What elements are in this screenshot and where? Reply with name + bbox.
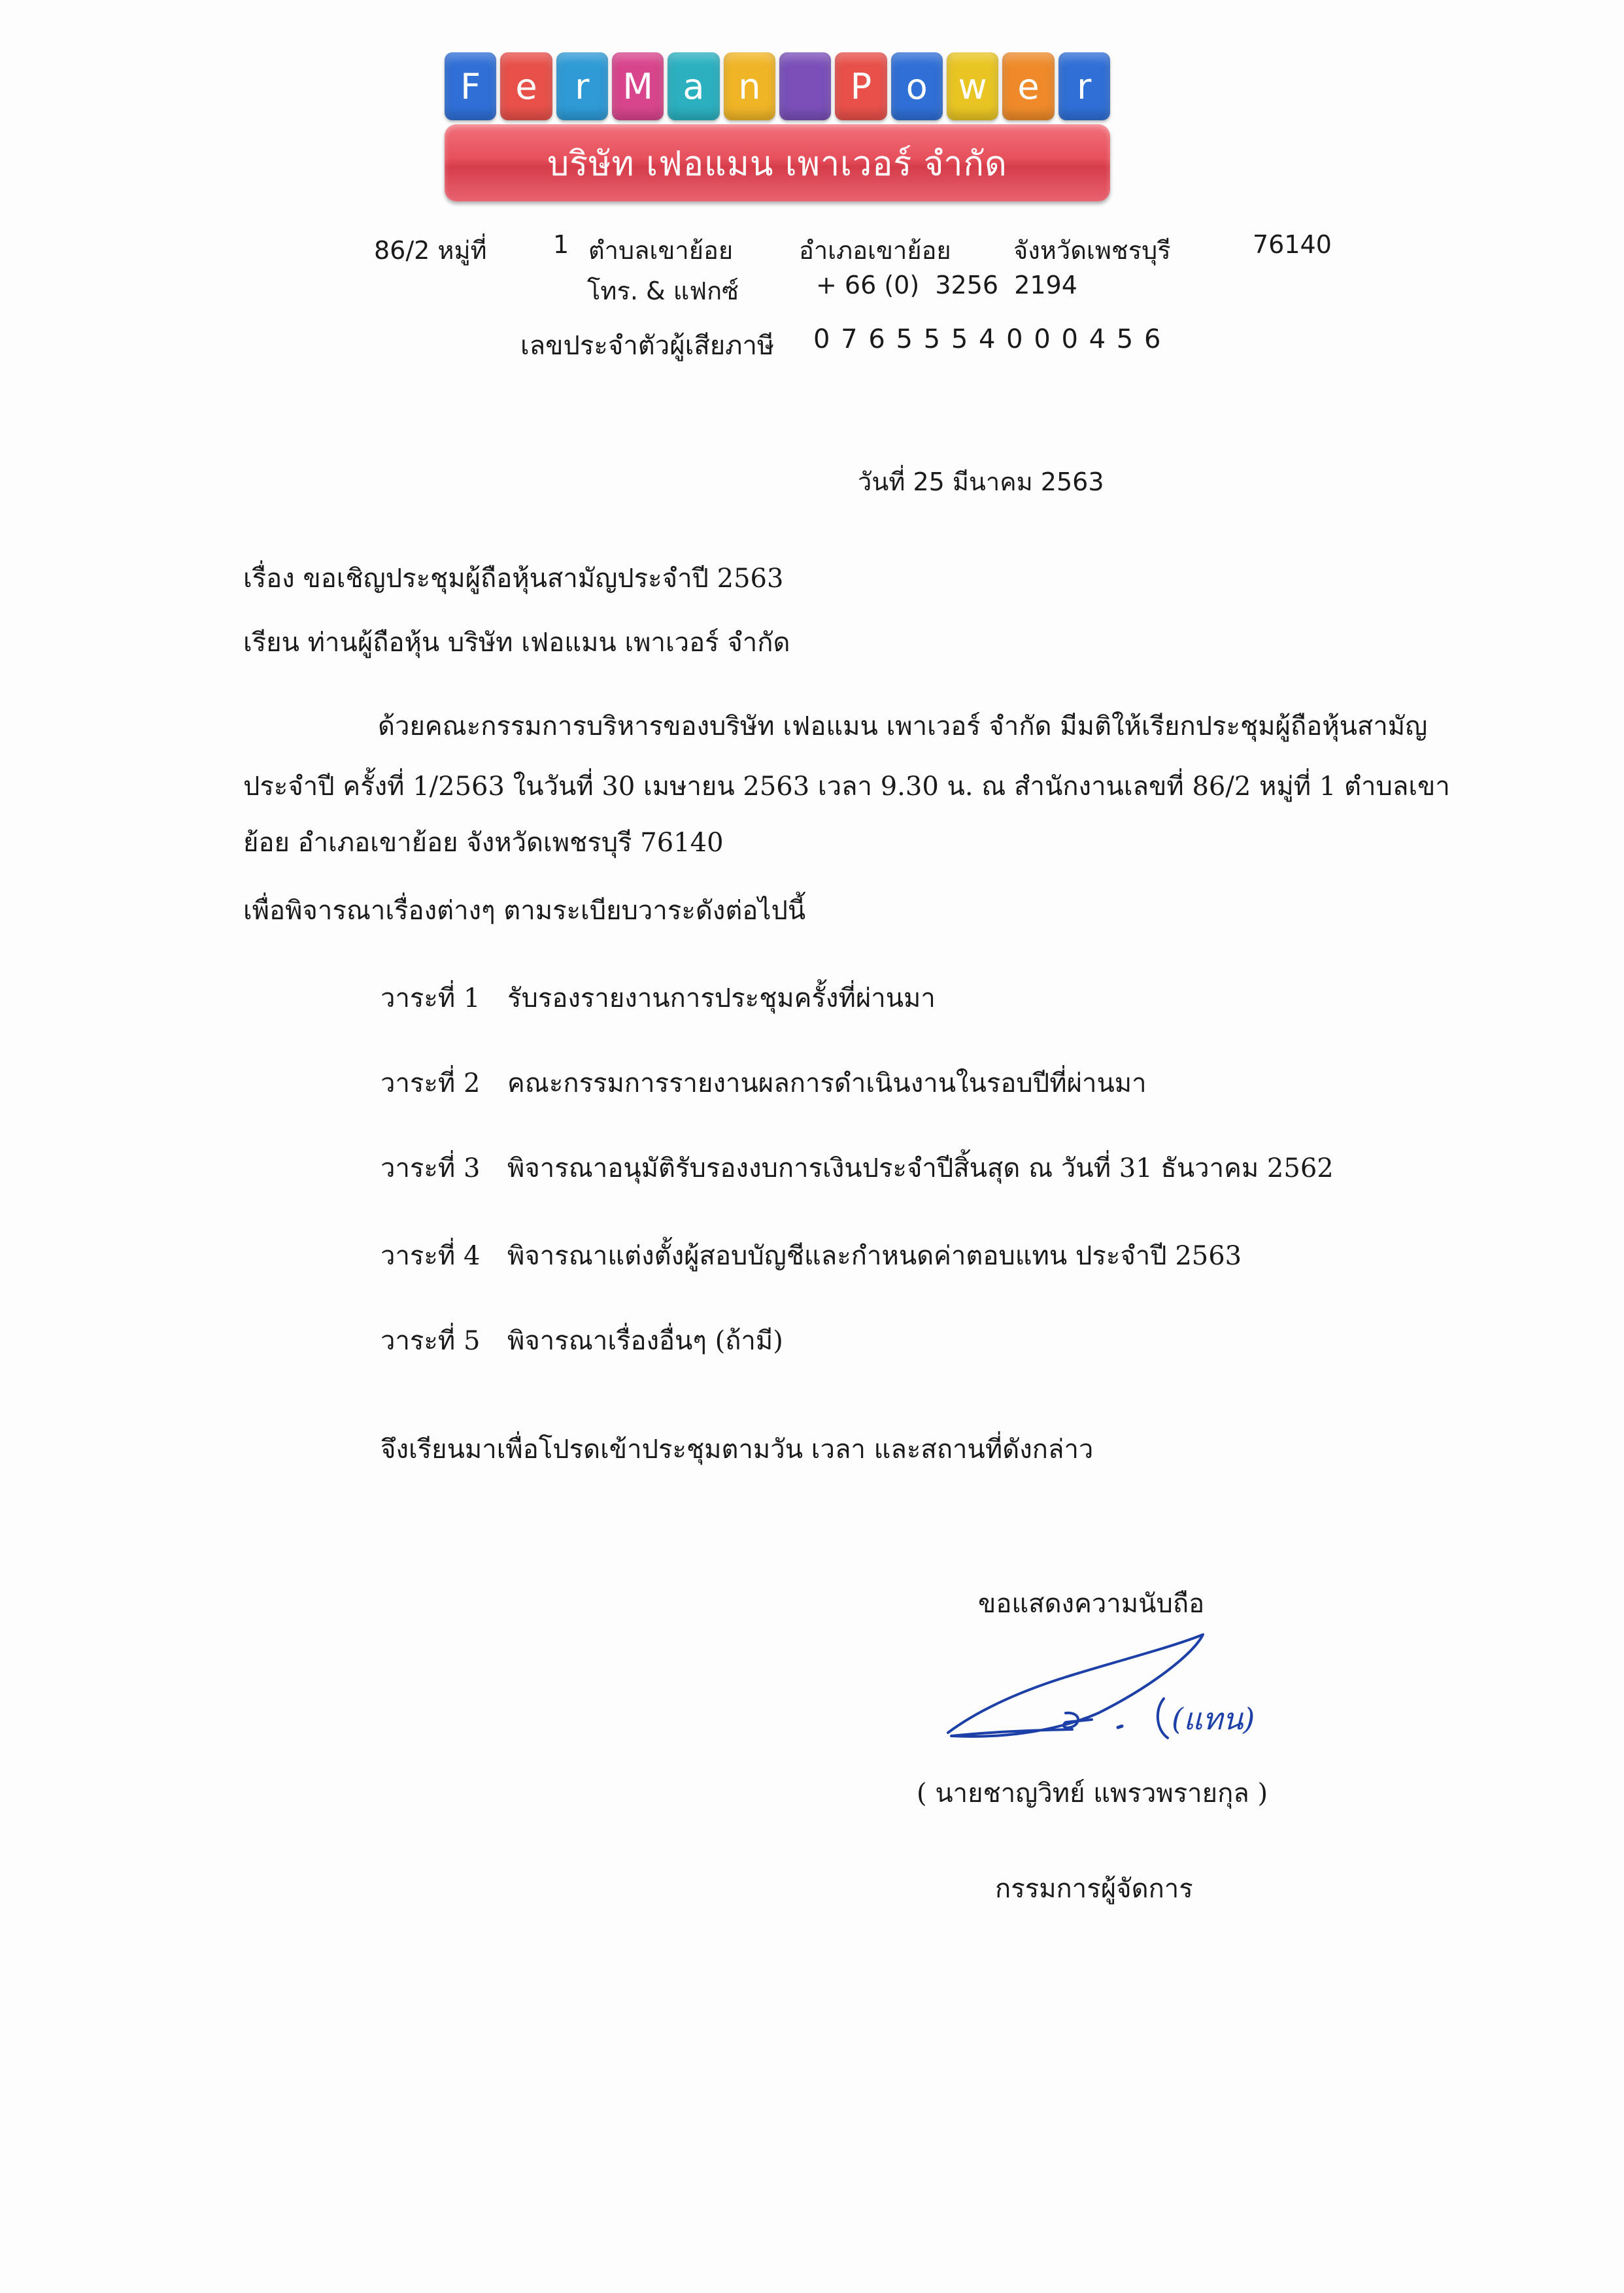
agenda-item-5-text: พิจารณาเรื่องอื่นๆ (ถ้ามี) bbox=[507, 1326, 783, 1356]
tax-id-label: เลขประจำตัวผู้เสียภาษี bbox=[520, 331, 775, 361]
address-postcode: 76140 bbox=[1253, 230, 1332, 259]
address-subdistrict: ตำบลเขาย้อย bbox=[588, 236, 734, 265]
signer-title: กรรมการผู้จัดการ bbox=[995, 1874, 1193, 1904]
logo-company-name-banner: บริษัท เฟอแมน เพาเวอร์ จำกัด bbox=[445, 124, 1110, 201]
logo-tile-3: M bbox=[612, 52, 664, 120]
agenda-item-2-label: วาระที่ 2 bbox=[381, 1068, 481, 1098]
body-paragraph-line-1: ด้วยคณะกรรมการบริหารของบริษัท เฟอแมน เพาเวอร์ จำกัด มีมติให้เรียกประชุมผู้ถือหุ้นสามัญ bbox=[378, 711, 1428, 741]
phone-number: + 66 (0) 3256 2194 bbox=[816, 271, 1077, 299]
agenda-item-3-label: วาระที่ 3 bbox=[381, 1153, 481, 1183]
letter-date: วันที่ 25 มีนาคม 2563 bbox=[858, 467, 1104, 496]
signature-note: (แทน) bbox=[1172, 1701, 1255, 1737]
address-district: อำเภอเขาย้อย bbox=[799, 236, 951, 265]
company-logo bbox=[445, 52, 1110, 203]
logo-tile-9: w bbox=[947, 52, 998, 120]
handwritten-signature bbox=[935, 1615, 1301, 1759]
address-number: 86/2 หมู่ที่ bbox=[374, 236, 487, 265]
closing-regards: ขอแสดงความนับถือ bbox=[978, 1589, 1205, 1619]
logo-letter-tiles bbox=[445, 52, 1110, 126]
logo-tile-5: n bbox=[724, 52, 775, 120]
agenda-item-3-text: พิจารณาอนุมัติรับรองงบการเงินประจำปีสิ้นสุด ณ วันที่ 31 ธันวาคม 2562 bbox=[507, 1153, 1334, 1183]
logo-tile-8: o bbox=[891, 52, 943, 120]
logo-tile-7: P bbox=[835, 52, 887, 120]
agenda-item-2-text: คณะกรรมการรายงานผลการดำเนินงานในรอบปีที่ผ่านมา bbox=[507, 1068, 1147, 1098]
body-paragraph-line-2: ประจำปี ครั้งที่ 1/2563 ในวันที่ 30 เมษายน 2563 เวลา 9.30 น. ณ สำนักงานเลขที่ 86/2 หมู่ที่ 1 ตำบลเขา bbox=[243, 772, 1450, 802]
agenda-intro: เพื่อพิจารณาเรื่องต่างๆ ตามระเบียบวาระดังต่อไปนี้ bbox=[243, 896, 806, 926]
letter-subject: เรื่อง ขอเชิญประชุมผู้ถือหุ้นสามัญประจำปี 2563 bbox=[243, 564, 784, 594]
logo-tile-2: r bbox=[556, 52, 608, 120]
logo-tile-4: a bbox=[668, 52, 719, 120]
letter-recipient: เรียน ท่านผู้ถือหุ้น บริษัท เฟอแมน เพาเวอร์ จำกัด bbox=[243, 628, 790, 658]
tax-id-number: 0 7 6 5 5 5 4 0 0 0 4 5 6 bbox=[813, 324, 1162, 354]
address-moo: 1 bbox=[553, 230, 569, 259]
logo-tile-1: e bbox=[500, 52, 552, 120]
logo-tile-0: F bbox=[445, 52, 496, 120]
agenda-item-1-label: วาระที่ 1 bbox=[381, 983, 481, 1013]
agenda-item-4-text: พิจารณาแต่งตั้งผู้สอบบัญชีและกำหนดค่าตอบแทน ประจำปี 2563 bbox=[507, 1241, 1242, 1271]
logo-tile-10: e bbox=[1002, 52, 1054, 120]
address-province: จังหวัดเพชรบุรี bbox=[1013, 236, 1171, 265]
logo-tile-6 bbox=[779, 52, 831, 120]
phone-label: โทร. & แฟกซ์ bbox=[587, 277, 739, 305]
closing-invitation: จึงเรียนมาเพื่อโปรดเข้าประชุมตามวัน เวลา และสถานที่ดังกล่าว bbox=[381, 1435, 1094, 1465]
agenda-item-1-text: รับรองรายงานการประชุมครั้งที่ผ่านมา bbox=[507, 983, 936, 1013]
body-paragraph-line-3: ย้อย อำเภอเขาย้อย จังหวัดเพชรบุรี 76140 bbox=[243, 828, 724, 858]
agenda-item-5-label: วาระที่ 5 bbox=[381, 1326, 481, 1356]
signer-name: ( นายชาญวิทย์ แพรวพรายกุล ) bbox=[917, 1778, 1268, 1809]
logo-tile-11: r bbox=[1058, 52, 1110, 120]
agenda-item-4-label: วาระที่ 4 bbox=[381, 1241, 481, 1271]
